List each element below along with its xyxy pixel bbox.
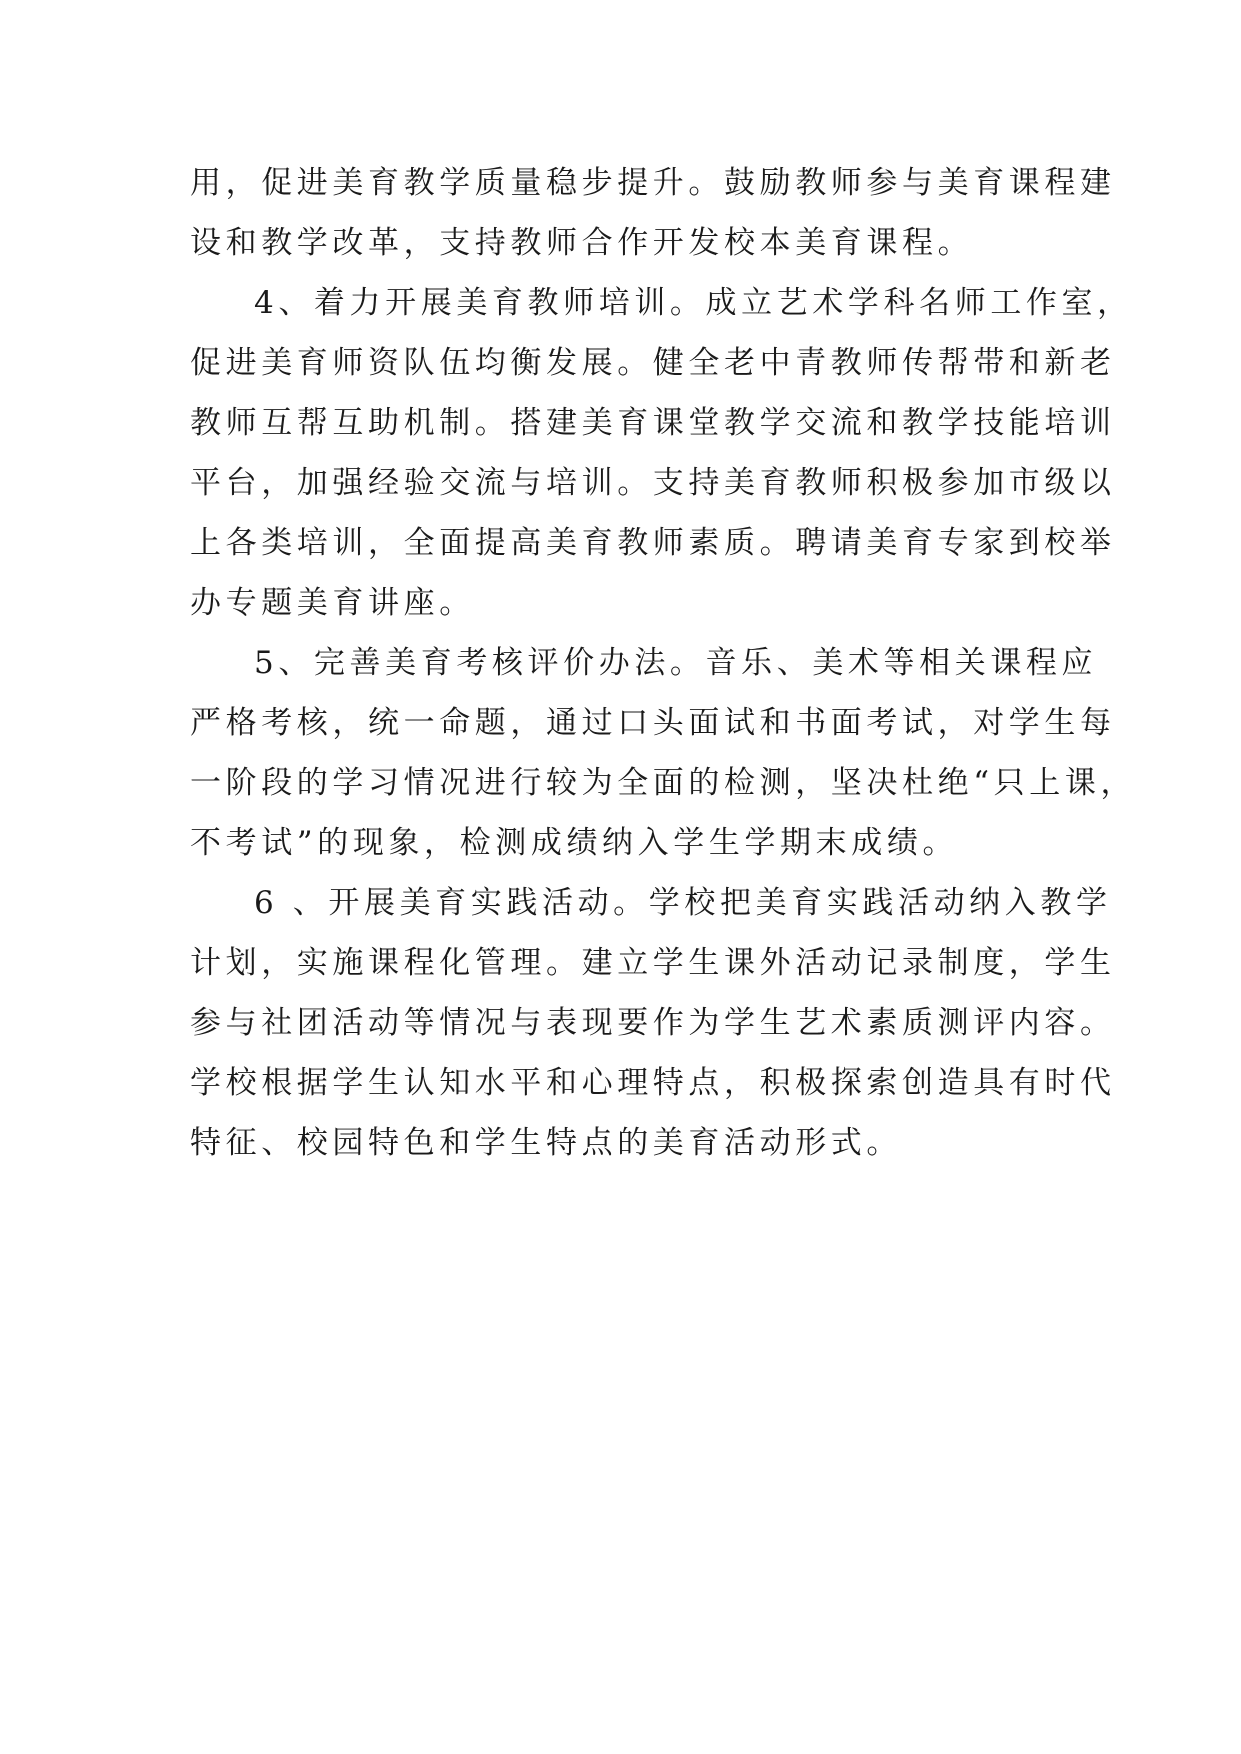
- text-line: 上各类培训，全面提高美育教师素质。聘请美育专家到校举: [190, 525, 1116, 561]
- text-line: 不考试”的现象，检测成绩纳入学生学期末成绩。: [190, 825, 959, 861]
- text-line: 设和教学改革，支持教师合作开发校本美育课程。: [190, 225, 974, 261]
- paragraph-start-line: 4、着力开展美育教师培训。成立艺术学科名师工作室，: [254, 285, 1133, 321]
- text-line: 用，促进美育教学质量稳步提升。鼓励教师参与美育课程建: [190, 165, 1116, 201]
- body-text: [190, 153, 1137, 1173]
- text-line: 教师互帮互助机制。搭建美育课堂教学交流和教学技能培训: [190, 405, 1116, 441]
- text-line: 严格考核，统一命题，通过口头面试和书面考试，对学生每: [190, 705, 1116, 741]
- text-line: 办专题美育讲座。: [190, 585, 475, 621]
- paragraph-start-line: 6 、开展美育实践活动。学校把美育实践活动纳入教学: [254, 885, 1112, 921]
- paragraph-start-line: 5、完善美育考核评价办法。音乐、美术等相关课程应: [254, 645, 1098, 681]
- text-line: 特征、校园特色和学生特点的美育活动形式。: [190, 1125, 902, 1161]
- text-line: 一阶段的学习情况进行较为全面的检测，坚决杜绝“只上课，: [190, 765, 1137, 801]
- text-line: 促进美育师资队伍均衡发展。健全老中青教师传帮带和新老: [190, 345, 1116, 381]
- text-line: 学校根据学生认知水平和心理特点，积极探索创造具有时代: [190, 1065, 1116, 1101]
- text-line: 平台，加强经验交流与培训。支持美育教师积极参加市级以: [190, 465, 1116, 501]
- text-line: 参与社团活动等情况与表现要作为学生艺术素质测评内容。: [190, 1005, 1116, 1041]
- text-line: 计划，实施课程化管理。建立学生课外活动记录制度，学生: [190, 945, 1116, 981]
